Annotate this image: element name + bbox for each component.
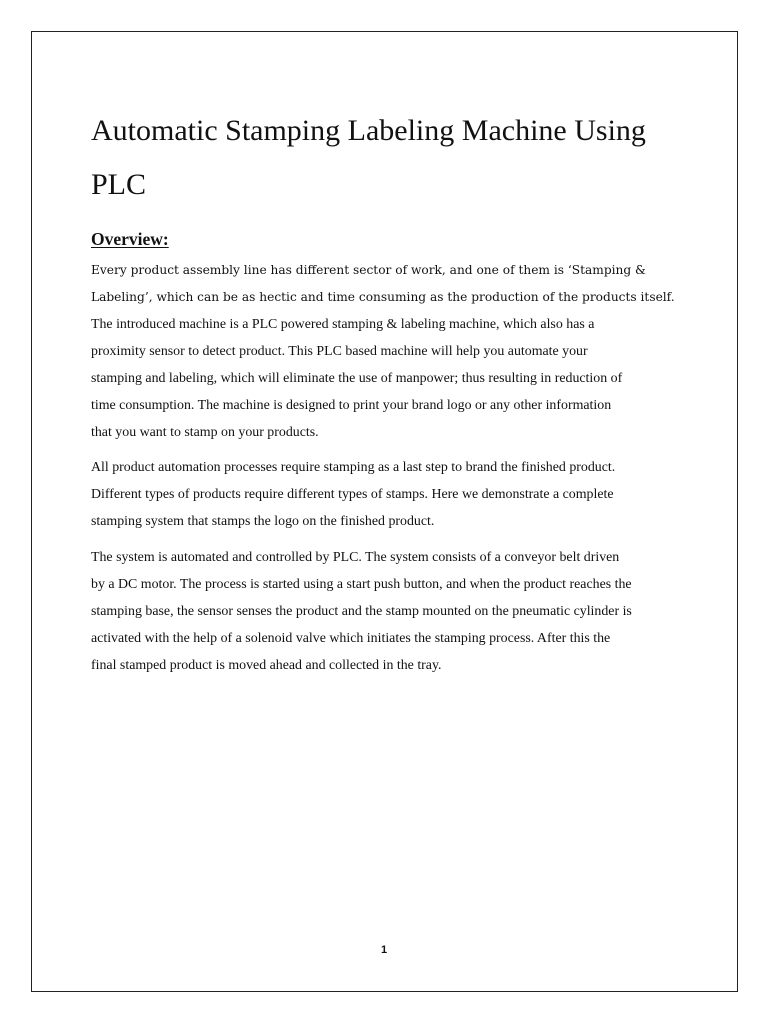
paragraph-line: The system is automated and controlled by PLC. The system consists of a conveyor belt driven — [91, 550, 620, 565]
paragraph-line: by a DC motor. The process is started using a start push button, and when the product reaches the — [91, 577, 632, 592]
paragraph-line: proximity sensor to detect product. This PLC based machine will help you automate your — [91, 344, 588, 359]
paragraph-line: Every product assembly line has different sector of work, and one of them is ‘Stamping & — [91, 263, 646, 277]
paragraph-line: Different types of products require different types of stamps. Here we demonstrate a complete — [91, 487, 614, 502]
paragraph-line: Labeling’, which can be as hectic and time consuming as the production of the products itself. — [91, 290, 675, 304]
paragraph-line: stamping system that stamps the logo on the finished product. — [91, 514, 435, 529]
paragraph-line: All product automation processes require stamping as a last step to brand the finished product. — [91, 460, 616, 475]
paragraph-overview-3 — [91, 544, 632, 679]
paragraph-overview-1 — [91, 257, 675, 446]
paragraph-line: stamping base, the sensor senses the product and the stamp mounted on the pneumatic cylinder is — [91, 604, 632, 619]
paragraph-line: time consumption. The machine is designed to print your brand logo or any other information — [91, 398, 612, 413]
paragraph-line: that you want to stamp on your products. — [91, 425, 319, 440]
document-title-line-2: PLC — [91, 168, 147, 201]
paragraph-overview-2 — [91, 454, 615, 535]
paragraph-line: activated with the help of a solenoid valve which initiates the stamping process. After this the — [91, 631, 611, 646]
document-title — [91, 104, 691, 212]
document-title-line-1: Automatic Stamping Labeling Machine Using — [91, 114, 646, 147]
paragraph-line: stamping and labeling, which will eliminate the use of manpower; thus resulting in reduction of — [91, 371, 623, 386]
paragraph-line: final stamped product is moved ahead and collected in the tray. — [91, 658, 442, 673]
page-number: 1 — [380, 944, 388, 956]
overview-heading: Overview: — [91, 229, 169, 249]
paragraph-line: The introduced machine is a PLC powered stamping & labeling machine, which also has a — [91, 317, 595, 332]
